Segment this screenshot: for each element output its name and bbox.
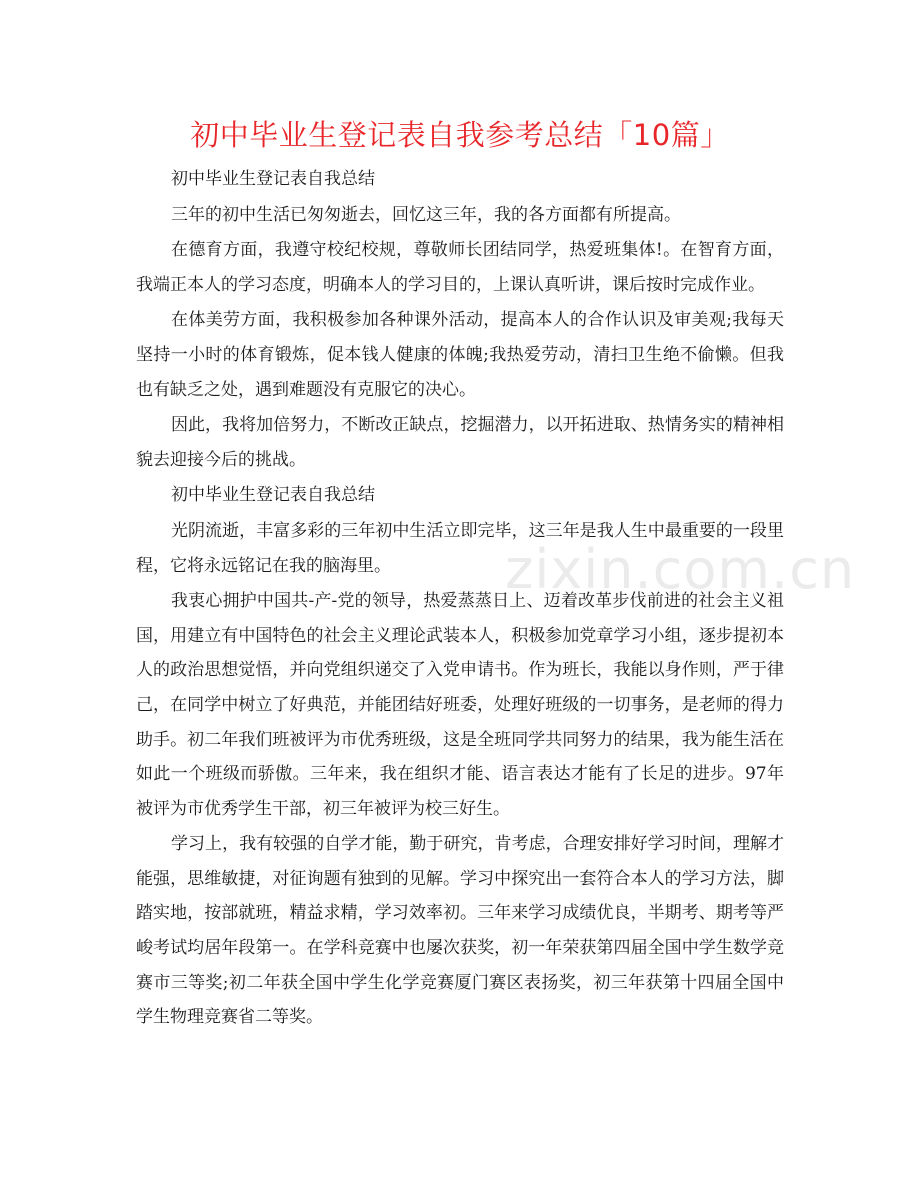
section-heading: 初中毕业生登记表自我总结 <box>171 485 375 506</box>
document-title: 初中毕业生登记表自我参考总结「10篇」 <box>190 118 730 152</box>
paragraph: 在德育方面，我遵守校纪校规，尊敬师长团结同学，热爱班集体!。在智育方面，我端正本人的学习态度，明确本人的学习目的，上课认真听讲，课后按时完成作业。 <box>136 240 784 295</box>
section-heading: 初中毕业生登记表自我总结 <box>171 169 375 189</box>
paragraph: 三年的初中生活已匆匆逝去，回忆这三年，我的各方面都有所提高。 <box>171 204 681 225</box>
paragraph: 光阴流逝，丰富多彩的三年初中生活立即完毕，这三年是我人生中最重要的一段里程，它将永远铭记在我的脑海里。 <box>136 520 784 576</box>
paragraph: 学习上，我有较强的自学才能，勤于研究，肯考虑，合理安排好学习时间，理解才能强，思维敏捷，对征询题有独到的见解。学习中探究出一套符合本人的学习方法，脚踏实地，按部就班，精益求精，学习效率初。三年来学习成绩优良，半期考、期考等严峻考试均居年段第一。在学科竞赛中也屡次获奖，初一年荣获第四届全国中学生数学竞赛市三等奖;初二年获全国中学生化学竞赛厦门赛区表扬奖，初三年获第十四届全国中学生物理竞赛省二等奖。 <box>136 834 784 1028</box>
watermark: zixin.com.cn <box>505 538 856 601</box>
paragraph: 我衷心拥护中国共-产-党的领导，热爱蒸蒸日上、迈着改革步伐前进的社会主义祖国，用建立有中国特色的社会主义理论武装本人，积极参加党章学习小组，逐步提初本人的政治思想觉悟，并向党组织递交了入党申请书。作为班长，我能以身作则，严于律己，在同学中树立了好典范，并能团结好班委，处理好班级的一切事务，是老师的得力助手。初二年我们班被评为市优秀班级，这是全班同学共同努力的结果，我为能生活在如此一个班级而骄傲。三年来，我在组织才能、语言表达才能有了长足的进步。97年被评为市优秀学生干部，初三年被评为校三好生。 <box>136 591 784 819</box>
paragraph: 因此，我将加倍努力，不断改正缺点，挖掘潜力，以开拓进取、热情务实的精神相貌去迎接今后的挑战。 <box>136 415 784 470</box>
paragraph: 在体美劳方面，我积极参加各种课外活动，提高本人的合作认识及审美观;我每天坚持一小时的体育锻炼，促本钱人健康的体魄;我热爱劳动，清扫卫生绝不偷懒。但我也有缺乏之处，遇到难题没有克服它的决心。 <box>136 310 784 400</box>
